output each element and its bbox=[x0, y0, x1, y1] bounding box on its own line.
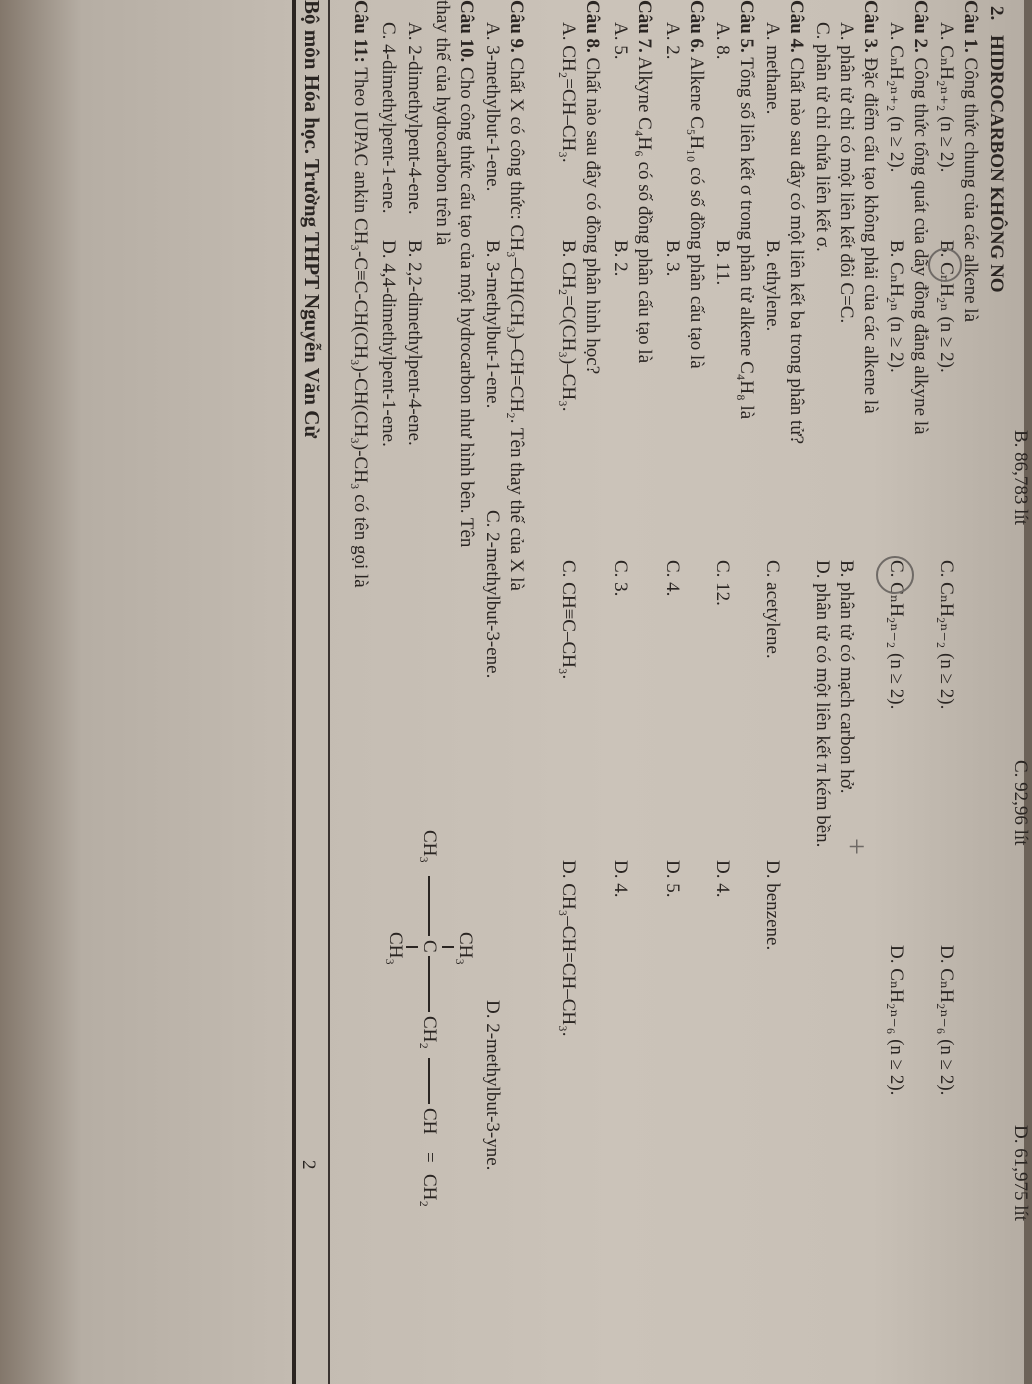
section-heading bbox=[984, 6, 1008, 293]
q6-option-c: C. 4. bbox=[662, 560, 683, 597]
page-number: 2 bbox=[298, 1160, 319, 1170]
question-label: Câu 7. bbox=[634, 0, 655, 53]
q7-option-c: C. 3. bbox=[610, 560, 631, 597]
question-text: Chất nào sau đây có đồng phân hình học? bbox=[582, 57, 603, 375]
question-label: Câu 5. bbox=[736, 0, 757, 53]
question-5 bbox=[734, 0, 758, 419]
q7-option-a: A. 5. bbox=[610, 22, 631, 60]
question-text: Theo IUPAC ankin CH₃-C≡C-CH(CH₃)-CH(CH₃)-CH₃ có tên gọi là bbox=[350, 67, 371, 588]
formula-bond-top bbox=[442, 946, 454, 948]
q8-option-a: A. CH₂=CH–CH₃. bbox=[558, 22, 579, 163]
q9-option-c: C. 2-methylbut-3-ene. bbox=[482, 510, 503, 679]
q10-option-c: C. 4-dimethylpent-1-ene. bbox=[378, 22, 399, 214]
q6-option-b: B. 3. bbox=[662, 240, 683, 277]
formula-ch2-end: CH₂ bbox=[419, 1174, 440, 1208]
q5-option-a: A. 8. bbox=[712, 22, 733, 60]
question-text: Chất nào sau đây có một liên kết ba trong phân tử? bbox=[786, 57, 807, 445]
q2-option-d: D. CₙH₂ₙ₋₆ (n ≥ 2). bbox=[886, 945, 907, 1096]
q3-option-d: D. phân tử có một liên kết π kém bền. bbox=[812, 560, 833, 848]
section-title: HIDROCARBON KHÔNG NO bbox=[986, 35, 1007, 293]
question-label: Câu 3. bbox=[860, 0, 881, 53]
question-text: Công thức chung của các alkene là bbox=[960, 57, 981, 323]
question-label: Câu 8. bbox=[582, 0, 603, 53]
formula-ch3-top: CH₃ bbox=[455, 932, 476, 966]
question-label: Câu 9. bbox=[506, 0, 527, 53]
fragment-d: D. 61,975 lít bbox=[1010, 1125, 1031, 1222]
q1-option-b: B. CₙH₂ₙ (n ≥ 2). bbox=[936, 240, 957, 373]
pen-circle-mark bbox=[876, 556, 914, 594]
q5-option-c: C. 12. bbox=[712, 560, 733, 606]
q8-option-b: B. CH₂=C(CH₃)–CH₃. bbox=[558, 240, 579, 412]
question-6 bbox=[684, 0, 708, 369]
formula-bond-ch2-ch bbox=[428, 1058, 430, 1104]
q10-option-a: A. 2-dimethylpent-4-ene. bbox=[404, 22, 425, 215]
question-label: Câu 10. bbox=[456, 0, 477, 63]
q4-option-d: D. benzene. bbox=[762, 860, 783, 951]
footer-text: Bộ môn Hóa học. Trường THPT Nguyễn Văn Cừ bbox=[300, 0, 324, 439]
question-label: Câu 2. bbox=[910, 0, 931, 53]
question-text: Chất X có công thức: CH₃–CH(CH₃)–CH=CH₂. Tên thay thế của X là bbox=[506, 57, 527, 591]
q3-option-c: C. phân tử chỉ chứa liên kết σ. bbox=[812, 22, 833, 252]
question-label: Câu 4. bbox=[786, 0, 807, 53]
formula-bond-left bbox=[428, 876, 430, 936]
question-label: Câu 1. bbox=[960, 0, 981, 53]
formula-bond-right bbox=[428, 956, 430, 1012]
question-2 bbox=[908, 0, 932, 435]
formula-ch3-left: CH₃ bbox=[419, 830, 440, 864]
q8-option-d: D. CH₃–CH=CH–CH₃. bbox=[558, 860, 579, 1037]
q4-option-c: C. acetylene. bbox=[762, 560, 783, 659]
q8-option-c: C. CH≡C–CH₃. bbox=[558, 560, 579, 680]
q2-option-a: A. CₙH₂ₙ₊₂ (n ≥ 2). bbox=[886, 22, 907, 173]
q9-option-d: D. 2-methylbut-3-yne. bbox=[482, 1000, 503, 1171]
question-4 bbox=[784, 0, 808, 444]
q3-option-a: A. phân tử chỉ có một liên kết đôi C=C. bbox=[836, 22, 857, 324]
footer-divider-thin bbox=[328, 0, 330, 1384]
fragment-c: C. 92,96 lít bbox=[1010, 760, 1031, 846]
question-9 bbox=[504, 0, 528, 591]
q7-option-b: B. 2. bbox=[610, 240, 631, 277]
question-text: Alkene C₅H₁₀ có số đồng phân cấu tạo là bbox=[686, 56, 707, 369]
question-11 bbox=[348, 0, 372, 588]
question-text: Đặc điểm cấu tạo không phải của các alkene là bbox=[860, 57, 881, 414]
question-text: Tổng số liên kết σ trong phân tử alkene C₄H₈ là bbox=[736, 57, 757, 420]
q10-option-b: B. 2,2-dimethylpent-4-ene. bbox=[404, 240, 425, 446]
formula-c-center: C bbox=[419, 940, 440, 953]
formula-ch: CH bbox=[419, 1108, 440, 1135]
question-10 bbox=[454, 0, 478, 547]
q4-option-b: B. ethylene. bbox=[762, 240, 783, 332]
pen-plus-mark: + bbox=[840, 838, 873, 855]
question-text: Cho công thức cấu tạo của một hydrocarbon như hình bên. Tên bbox=[456, 67, 477, 548]
q2-option-b: B. CₙH₂ₙ (n ≥ 2). bbox=[886, 240, 907, 373]
q1-option-d: D. CₙH₂ₙ₋₆ (n ≥ 2). bbox=[936, 945, 957, 1096]
q2-option-c: C. CₙH₂ₙ₋₂ (n ≥ 2). bbox=[886, 560, 907, 710]
pen-circle-mark bbox=[928, 248, 962, 282]
q1-option-a: A. CₙH₂ₙ₊₂ (n ≥ 2). bbox=[936, 22, 957, 173]
question-label: Câu 6. bbox=[686, 0, 707, 53]
q5-option-d: D. 4. bbox=[712, 860, 733, 898]
formula-double-bond: = bbox=[419, 1152, 440, 1163]
formula-ch2: CH₂ bbox=[419, 1016, 440, 1050]
q4-option-a: A. methane. bbox=[762, 22, 783, 115]
q5-option-b: B. 11. bbox=[712, 240, 733, 286]
formula-bond-bottom bbox=[406, 946, 418, 948]
q9-option-b: B. 3-methylbut-1-ene. bbox=[482, 240, 503, 409]
q10-option-d: D. 4,4-dimethylpent-1-ene. bbox=[378, 240, 399, 447]
question-label: Câu 11: bbox=[350, 0, 371, 63]
question-text: Công thức tổng quát của dãy đồng đẳng alkyne là bbox=[910, 57, 931, 435]
question-3 bbox=[858, 0, 882, 414]
q7-option-d: D. 4. bbox=[610, 860, 631, 898]
question-8 bbox=[580, 0, 604, 374]
q9-option-a: A. 3-methylbut-1-ene. bbox=[482, 22, 503, 192]
question-7 bbox=[632, 0, 656, 363]
fragment-b: B. 86,783 lít bbox=[1010, 430, 1031, 526]
section-number: 2. bbox=[986, 6, 1007, 21]
formula-ch3-bottom: CH₃ bbox=[385, 932, 406, 966]
q3-option-b: B. phân tử có mạch carbon hở. bbox=[836, 560, 857, 794]
question-10-continued: thay thế của hydrocarbon trên là bbox=[432, 0, 453, 246]
question-1 bbox=[958, 0, 982, 322]
question-text: Alkyne C₄H₆ có số đồng phân cấu tạo là bbox=[634, 56, 655, 364]
q6-option-d: D. 5. bbox=[662, 860, 683, 898]
q6-option-a: A. 2. bbox=[662, 22, 683, 60]
structural-formula bbox=[366, 760, 476, 1360]
footer-divider bbox=[292, 0, 296, 1384]
q1-option-c: C. CₙH₂ₙ₋₂ (n ≥ 2). bbox=[936, 560, 957, 710]
